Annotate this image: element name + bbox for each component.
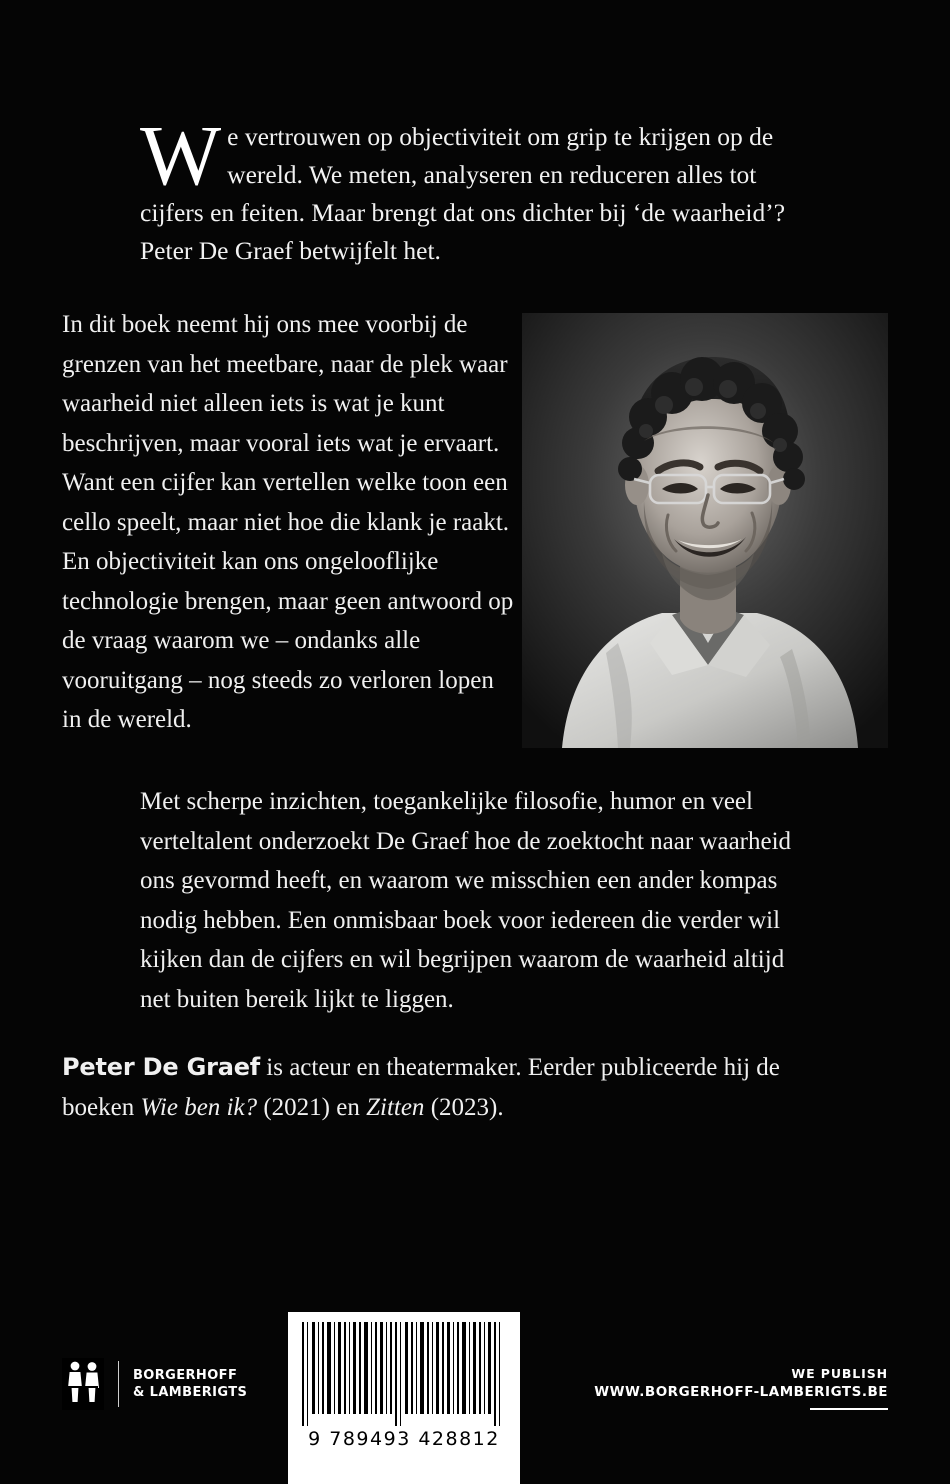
publisher-name-line-1: BORGERHOFF	[133, 1368, 238, 1383]
author-portrait-image	[522, 313, 888, 748]
bio-book-title-1: Wie ben ik?	[140, 1093, 258, 1121]
bio-text-2: (2021) en	[257, 1093, 367, 1121]
bio-text-3: (2023).	[424, 1093, 504, 1121]
lead-paragraph-text: e vertrouwen op objectiviteit om grip te krijgen op de wereld. We meten, analyseren en reduceren alles tot cijfers en feiten. Maar brengt dat ons dichter bij ‘de waarheid’? Peter De Graef betwijfelt het.	[140, 122, 786, 265]
two-figures-logo-icon	[62, 1358, 104, 1410]
publisher-weblink	[594, 1366, 888, 1410]
publisher-divider	[118, 1361, 119, 1407]
lead-paragraph	[140, 107, 812, 270]
publisher-url[interactable]: WWW.BORGERHOFF-LAMBERIGTS.BE	[594, 1384, 888, 1400]
weblink-underline	[810, 1408, 888, 1410]
cover-footer	[0, 1284, 950, 1484]
middle-block	[62, 305, 888, 755]
author-name: Peter De Graef	[62, 1053, 261, 1081]
barcode-bars	[298, 1322, 510, 1426]
publisher-name	[133, 1367, 247, 1401]
publisher-block	[62, 1358, 247, 1410]
bio-book-title-2: Zitten	[366, 1093, 425, 1121]
isbn-number: 9 789493 428812	[308, 1428, 500, 1450]
publisher-name-line-2: & LAMBERIGTS	[133, 1385, 248, 1400]
third-paragraph: Met scherpe inzichten, toegankelijke filosofie, humor en veel verteltalent onderzoekt De Graef hoe de zoektocht naar waarheid ons gevormd heeft, en waarom we misschien een ander kompas nodig hebben. Een onmisbaar boek voor iedereen die verder wil kijken dan de cijfers en wil begrijpen waarom de waarheid altijd net buiten bereik lijkt te liggen.	[140, 788, 792, 1013]
middle-paragraph: In dit boek neemt hij ons mee voorbij de grenzen van het meetbare, naar de plek waar waarheid niet alleen iets is wat je kunt beschrijven, maar vooral iets wat je ervaart. Want een cijfer kan vertellen welke toon een cello speelt, maar niet hoe die klank je raakt. En objectiviteit kan ons ongelooflijke technologie brengen, maar geen antwoord op de vraag waarom we – ondanks alle vooruitgang – nog steeds zo verloren lopen in de wereld.	[62, 311, 514, 733]
drop-cap: W	[140, 107, 222, 203]
barcode-block	[288, 1312, 520, 1484]
author-bio	[62, 1048, 822, 1127]
tagline: WE PUBLISH	[791, 1366, 888, 1381]
bio-text-1: is acteur en theatermaker. Eerder publiceerde hij de boeken	[62, 1054, 780, 1121]
author-portrait	[522, 313, 888, 748]
